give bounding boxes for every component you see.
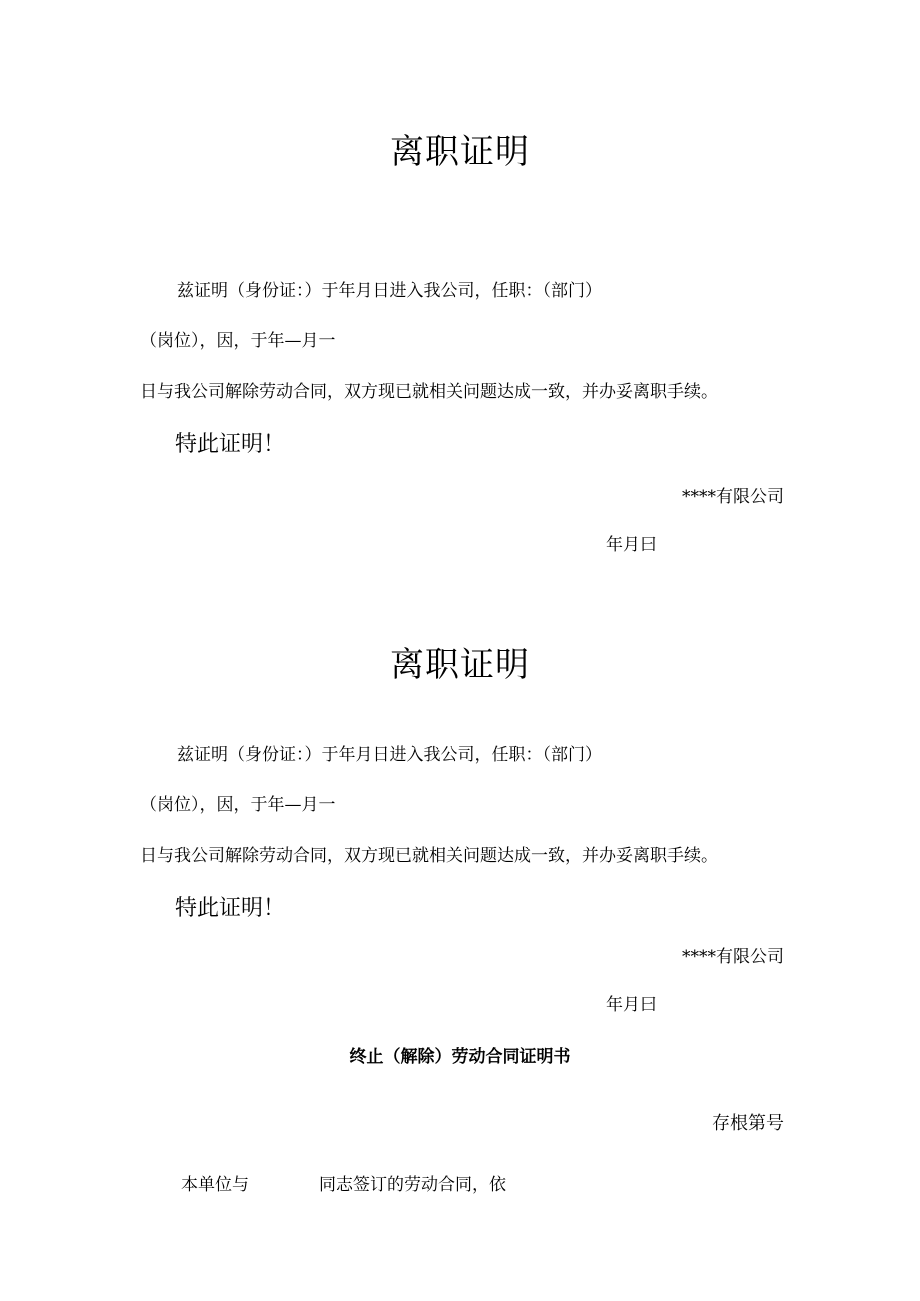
certificate-1-closing: 特此证明！	[175, 432, 286, 457]
termination-text-part-1: 本单位与	[181, 1175, 249, 1195]
certificate-1-line-3: 日与我公司解除劳动合同，双方现已就相关问题达成一致，并办妥离职手续。	[140, 382, 718, 402]
certificate-2-title: 离职证明	[390, 645, 530, 685]
termination-text	[181, 1170, 506, 1195]
stub-number-label: 存根第号	[712, 1113, 784, 1134]
certificate-1-title: 离职证明	[390, 132, 530, 172]
certificate-2-line-3: 日与我公司解除劳动合同，双方现已就相关问题达成一致，并办妥离职手续。	[140, 846, 718, 866]
certificate-1-date: 年月曰	[606, 535, 657, 555]
certificate-2-line-2: （岗位），因，于年—月一	[140, 795, 336, 815]
termination-text-part-2: 同志签订的劳动合同，依	[319, 1175, 506, 1195]
certificate-1-company: ****有限公司	[682, 487, 784, 507]
certificate-2-line-1: 兹证明（身份证：）于年月日进入我公司，任职：（部门）	[177, 745, 602, 765]
certificate-2-company: ****有限公司	[682, 947, 784, 967]
certificate-2-date: 年月曰	[606, 995, 657, 1015]
certificate-2-closing: 特此证明！	[175, 896, 286, 921]
certificate-1-line-1: 兹证明（身份证：）于年月日进入我公司，任职：（部门）	[177, 281, 602, 301]
certificate-1-line-2: （岗位），因，于年—月一	[140, 331, 336, 351]
termination-title: 终止（解除）劳动合同证明书	[349, 1047, 571, 1067]
